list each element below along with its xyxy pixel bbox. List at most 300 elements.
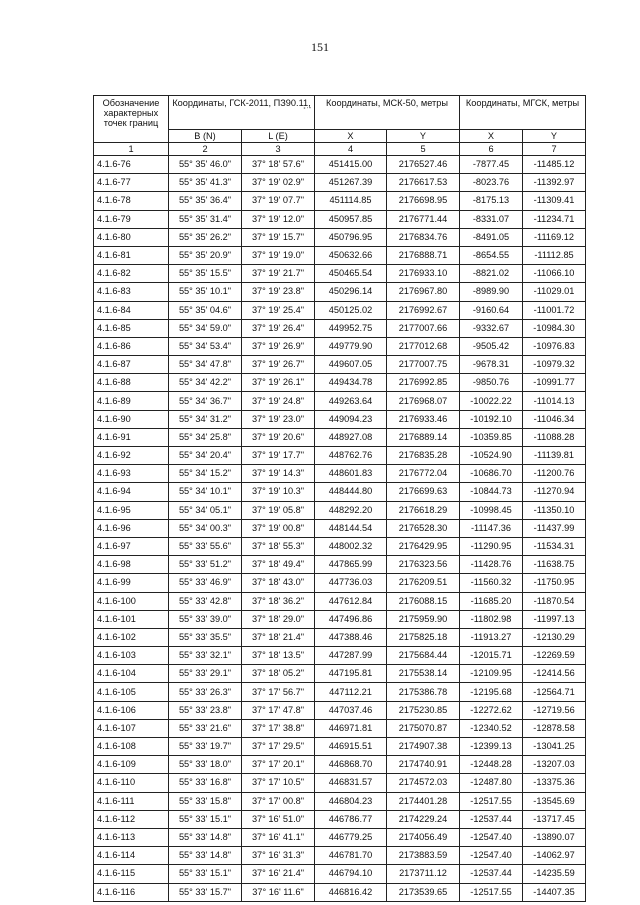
longitude-cell: 37° 18' 13.5" — [242, 647, 315, 665]
point-id-cell: 4.1.6-83 — [94, 283, 169, 301]
longitude-cell: 37° 19' 12.0" — [242, 210, 315, 228]
mgsk-y-cell: -11014.13 — [523, 392, 586, 410]
longitude-cell: 37° 19' 26.7" — [242, 356, 315, 374]
msk-x-cell: 451415.00 — [315, 156, 387, 174]
msk-y-cell: 2176888.71 — [387, 246, 460, 264]
latitude-cell: 55° 34' 42.2" — [169, 374, 242, 392]
msk-x-cell: 449434.78 — [315, 374, 387, 392]
mgsk-x-cell: -12448.28 — [460, 756, 523, 774]
header-gsk-units: ° ' " — [303, 107, 311, 113]
table-row — [94, 465, 586, 483]
table-row — [94, 210, 586, 228]
mgsk-x-cell: -12109.95 — [460, 665, 523, 683]
table-row — [94, 865, 586, 883]
table-row — [94, 774, 586, 792]
mgsk-x-cell: -11428.76 — [460, 556, 523, 574]
mgsk-y-cell: -11392.97 — [523, 174, 586, 192]
longitude-cell: 37° 19' 26.1" — [242, 374, 315, 392]
longitude-cell: 37° 17' 10.5" — [242, 774, 315, 792]
msk-x-cell: 450125.02 — [315, 301, 387, 319]
table-row — [94, 574, 586, 592]
longitude-cell: 37° 17' 00.8" — [242, 792, 315, 810]
table-row — [94, 792, 586, 810]
longitude-cell: 37° 19' 14.3" — [242, 465, 315, 483]
longitude-cell: 37° 16' 11.6" — [242, 883, 315, 901]
mgsk-y-cell: -11088.28 — [523, 428, 586, 446]
header-point-label: Обозначение характерных точек границ — [94, 96, 169, 143]
table-row — [94, 810, 586, 828]
msk-x-cell: 450465.54 — [315, 265, 387, 283]
msk-y-cell: 2175230.85 — [387, 701, 460, 719]
latitude-cell: 55° 34' 47.8" — [169, 356, 242, 374]
msk-y-cell: 2176835.28 — [387, 447, 460, 465]
mgsk-y-cell: -11485.12 — [523, 156, 586, 174]
msk-y-cell: 2176771.44 — [387, 210, 460, 228]
msk-x-cell: 451114.85 — [315, 192, 387, 210]
mgsk-x-cell: -10998.45 — [460, 501, 523, 519]
mgsk-y-cell: -10979.32 — [523, 356, 586, 374]
msk-x-cell: 450796.95 — [315, 228, 387, 246]
msk-y-cell: 2176772.04 — [387, 465, 460, 483]
mgsk-y-cell: -11200.76 — [523, 465, 586, 483]
msk-y-cell: 2174572.03 — [387, 774, 460, 792]
latitude-cell: 55° 34' 31.2" — [169, 410, 242, 428]
latitude-cell: 55° 34' 15.2" — [169, 465, 242, 483]
point-id-cell: 4.1.6-94 — [94, 483, 169, 501]
mgsk-x-cell: -12547.40 — [460, 847, 523, 865]
latitude-cell: 55° 33' 16.8" — [169, 774, 242, 792]
latitude-cell: 55° 34' 00.3" — [169, 519, 242, 537]
mgsk-x-cell: -8491.05 — [460, 228, 523, 246]
point-id-cell: 4.1.6-116 — [94, 883, 169, 901]
longitude-cell: 37° 19' 07.7" — [242, 192, 315, 210]
latitude-cell: 55° 33' 51.2" — [169, 556, 242, 574]
point-id-cell: 4.1.6-113 — [94, 828, 169, 846]
latitude-cell: 55° 33' 18.0" — [169, 756, 242, 774]
mgsk-y-cell: -13207.03 — [523, 756, 586, 774]
point-id-cell: 4.1.6-107 — [94, 719, 169, 737]
header-b: B (N) — [169, 130, 242, 143]
column-number: 2 — [169, 143, 242, 156]
latitude-cell: 55° 33' 35.5" — [169, 628, 242, 646]
longitude-cell: 37° 18' 36.2" — [242, 592, 315, 610]
msk-y-cell: 2175959.90 — [387, 610, 460, 628]
column-number: 5 — [387, 143, 460, 156]
msk-x-cell: 446915.51 — [315, 738, 387, 756]
latitude-cell: 55° 34' 05.1" — [169, 501, 242, 519]
mgsk-x-cell: -11290.95 — [460, 537, 523, 555]
msk-x-cell: 450296.14 — [315, 283, 387, 301]
longitude-cell: 37° 19' 19.0" — [242, 246, 315, 264]
longitude-cell: 37° 19' 23.0" — [242, 410, 315, 428]
table-row — [94, 246, 586, 264]
msk-x-cell: 450632.66 — [315, 246, 387, 264]
mgsk-x-cell: -10022.22 — [460, 392, 523, 410]
mgsk-x-cell: -8331.07 — [460, 210, 523, 228]
point-id-cell: 4.1.6-110 — [94, 774, 169, 792]
point-id-cell: 4.1.6-93 — [94, 465, 169, 483]
latitude-cell: 55° 35' 15.5" — [169, 265, 242, 283]
mgsk-x-cell: -12272.62 — [460, 701, 523, 719]
mgsk-y-cell: -14062.97 — [523, 847, 586, 865]
header-gsk — [169, 96, 315, 130]
mgsk-y-cell: -12414.56 — [523, 665, 586, 683]
mgsk-y-cell: -11750.95 — [523, 574, 586, 592]
table-row — [94, 556, 586, 574]
msk-y-cell: 2173883.59 — [387, 847, 460, 865]
table-row — [94, 374, 586, 392]
mgsk-x-cell: -8821.02 — [460, 265, 523, 283]
longitude-cell: 37° 17' 56.7" — [242, 683, 315, 701]
table-row — [94, 883, 586, 901]
msk-y-cell: 2175825.18 — [387, 628, 460, 646]
mgsk-y-cell: -11234.71 — [523, 210, 586, 228]
point-id-cell: 4.1.6-87 — [94, 356, 169, 374]
point-id-cell: 4.1.6-85 — [94, 319, 169, 337]
msk-y-cell: 2176834.76 — [387, 228, 460, 246]
point-id-cell: 4.1.6-100 — [94, 592, 169, 610]
point-id-cell: 4.1.6-109 — [94, 756, 169, 774]
longitude-cell: 37° 18' 49.4" — [242, 556, 315, 574]
table-row — [94, 665, 586, 683]
longitude-cell: 37° 19' 05.8" — [242, 501, 315, 519]
table-header — [94, 96, 586, 156]
msk-x-cell: 447388.46 — [315, 628, 387, 646]
msk-x-cell: 447112.21 — [315, 683, 387, 701]
table-row — [94, 301, 586, 319]
mgsk-y-cell: -13717.45 — [523, 810, 586, 828]
mgsk-y-cell: -12130.29 — [523, 628, 586, 646]
point-id-cell: 4.1.6-95 — [94, 501, 169, 519]
msk-y-cell: 2176528.30 — [387, 519, 460, 537]
latitude-cell: 55° 33' 23.8" — [169, 701, 242, 719]
msk-x-cell: 449094.23 — [315, 410, 387, 428]
mgsk-x-cell: -12340.52 — [460, 719, 523, 737]
table-row — [94, 192, 586, 210]
msk-x-cell: 449952.75 — [315, 319, 387, 337]
mgsk-x-cell: -12537.44 — [460, 810, 523, 828]
point-id-cell: 4.1.6-76 — [94, 156, 169, 174]
msk-x-cell: 446794.10 — [315, 865, 387, 883]
msk-y-cell: 2176699.63 — [387, 483, 460, 501]
mgsk-x-cell: -7877.45 — [460, 156, 523, 174]
point-id-cell: 4.1.6-106 — [94, 701, 169, 719]
longitude-cell: 37° 19' 17.7" — [242, 447, 315, 465]
mgsk-x-cell: -12537.44 — [460, 865, 523, 883]
mgsk-x-cell: -12195.68 — [460, 683, 523, 701]
msk-x-cell: 447496.86 — [315, 610, 387, 628]
table-row — [94, 610, 586, 628]
mgsk-x-cell: -12399.13 — [460, 738, 523, 756]
table-row — [94, 828, 586, 846]
longitude-cell: 37° 19' 21.7" — [242, 265, 315, 283]
latitude-cell: 55° 33' 14.8" — [169, 828, 242, 846]
mgsk-y-cell: -10984.30 — [523, 319, 586, 337]
table-row — [94, 283, 586, 301]
msk-x-cell: 447736.03 — [315, 574, 387, 592]
table-row — [94, 738, 586, 756]
header-mgsk-y: Y — [523, 130, 586, 143]
mgsk-y-cell: -11046.34 — [523, 410, 586, 428]
longitude-cell: 37° 19' 26.9" — [242, 337, 315, 355]
point-id-cell: 4.1.6-98 — [94, 556, 169, 574]
mgsk-y-cell: -13890.07 — [523, 828, 586, 846]
msk-x-cell: 447612.84 — [315, 592, 387, 610]
point-id-cell: 4.1.6-84 — [94, 301, 169, 319]
msk-y-cell: 2176429.95 — [387, 537, 460, 555]
longitude-cell: 37° 16' 41.1" — [242, 828, 315, 846]
longitude-cell: 37° 18' 05.2" — [242, 665, 315, 683]
mgsk-y-cell: -12269.59 — [523, 647, 586, 665]
msk-y-cell: 2175538.14 — [387, 665, 460, 683]
table-row — [94, 356, 586, 374]
point-id-cell: 4.1.6-105 — [94, 683, 169, 701]
header-msk-x: X — [315, 130, 387, 143]
msk-x-cell: 446816.42 — [315, 883, 387, 901]
msk-x-cell: 448927.08 — [315, 428, 387, 446]
point-id-cell: 4.1.6-80 — [94, 228, 169, 246]
mgsk-x-cell: -9160.64 — [460, 301, 523, 319]
mgsk-x-cell: -9505.42 — [460, 337, 523, 355]
msk-x-cell: 447287.99 — [315, 647, 387, 665]
table-row — [94, 756, 586, 774]
mgsk-y-cell: -11139.81 — [523, 447, 586, 465]
msk-y-cell: 2176527.46 — [387, 156, 460, 174]
msk-x-cell: 447037.46 — [315, 701, 387, 719]
point-id-cell: 4.1.6-96 — [94, 519, 169, 537]
table-row — [94, 319, 586, 337]
point-id-cell: 4.1.6-112 — [94, 810, 169, 828]
header-msk: Координаты, МСК-50, метры — [315, 96, 460, 130]
latitude-cell: 55° 35' 10.1" — [169, 283, 242, 301]
longitude-cell: 37° 19' 10.3" — [242, 483, 315, 501]
mgsk-y-cell: -11350.10 — [523, 501, 586, 519]
msk-x-cell: 446971.81 — [315, 719, 387, 737]
latitude-cell: 55° 33' 21.6" — [169, 719, 242, 737]
mgsk-y-cell: -11001.72 — [523, 301, 586, 319]
table-row — [94, 156, 586, 174]
msk-x-cell: 448762.76 — [315, 447, 387, 465]
msk-x-cell: 451267.39 — [315, 174, 387, 192]
mgsk-x-cell: -10524.90 — [460, 447, 523, 465]
mgsk-y-cell: -11029.01 — [523, 283, 586, 301]
latitude-cell: 55° 33' 39.0" — [169, 610, 242, 628]
longitude-cell: 37° 19' 20.6" — [242, 428, 315, 446]
mgsk-x-cell: -11147.36 — [460, 519, 523, 537]
msk-x-cell: 446868.70 — [315, 756, 387, 774]
longitude-cell: 37° 19' 24.8" — [242, 392, 315, 410]
msk-y-cell: 2176618.29 — [387, 501, 460, 519]
msk-y-cell: 2175386.78 — [387, 683, 460, 701]
msk-y-cell: 2173711.12 — [387, 865, 460, 883]
table-row — [94, 410, 586, 428]
mgsk-x-cell: -8175.13 — [460, 192, 523, 210]
table-row — [94, 174, 586, 192]
longitude-cell: 37° 19' 25.4" — [242, 301, 315, 319]
msk-x-cell: 446831.57 — [315, 774, 387, 792]
point-id-cell: 4.1.6-79 — [94, 210, 169, 228]
longitude-cell: 37° 17' 47.8" — [242, 701, 315, 719]
mgsk-x-cell: -10844.73 — [460, 483, 523, 501]
column-number: 1 — [94, 143, 169, 156]
point-id-cell: 4.1.6-114 — [94, 847, 169, 865]
mgsk-x-cell: -12547.40 — [460, 828, 523, 846]
mgsk-y-cell: -12719.56 — [523, 701, 586, 719]
table-row — [94, 647, 586, 665]
msk-x-cell: 446779.25 — [315, 828, 387, 846]
point-id-cell: 4.1.6-115 — [94, 865, 169, 883]
table-row — [94, 628, 586, 646]
latitude-cell: 55° 34' 20.4" — [169, 447, 242, 465]
msk-y-cell: 2176617.53 — [387, 174, 460, 192]
table-row — [94, 428, 586, 446]
mgsk-y-cell: -11169.12 — [523, 228, 586, 246]
msk-x-cell: 446804.23 — [315, 792, 387, 810]
point-id-cell: 4.1.6-78 — [94, 192, 169, 210]
mgsk-x-cell: -8023.76 — [460, 174, 523, 192]
mgsk-x-cell: -8989.90 — [460, 283, 523, 301]
point-id-cell: 4.1.6-101 — [94, 610, 169, 628]
msk-y-cell: 2173539.65 — [387, 883, 460, 901]
mgsk-x-cell: -12517.55 — [460, 883, 523, 901]
msk-x-cell: 448444.80 — [315, 483, 387, 501]
longitude-cell: 37° 17' 29.5" — [242, 738, 315, 756]
msk-y-cell: 2176992.67 — [387, 301, 460, 319]
table-row — [94, 519, 586, 537]
longitude-cell: 37° 17' 38.8" — [242, 719, 315, 737]
msk-x-cell: 449263.64 — [315, 392, 387, 410]
table-row — [94, 392, 586, 410]
latitude-cell: 55° 33' 46.9" — [169, 574, 242, 592]
msk-x-cell: 448601.83 — [315, 465, 387, 483]
table-row — [94, 265, 586, 283]
point-id-cell: 4.1.6-90 — [94, 410, 169, 428]
mgsk-y-cell: -12564.71 — [523, 683, 586, 701]
msk-y-cell: 2177012.68 — [387, 337, 460, 355]
longitude-cell: 37° 18' 21.4" — [242, 628, 315, 646]
msk-y-cell: 2176088.15 — [387, 592, 460, 610]
point-id-cell: 4.1.6-82 — [94, 265, 169, 283]
column-number: 3 — [242, 143, 315, 156]
point-id-cell: 4.1.6-111 — [94, 792, 169, 810]
msk-y-cell: 2174740.91 — [387, 756, 460, 774]
msk-y-cell: 2175684.44 — [387, 647, 460, 665]
mgsk-y-cell: -11997.13 — [523, 610, 586, 628]
longitude-cell: 37° 18' 29.0" — [242, 610, 315, 628]
point-id-cell: 4.1.6-86 — [94, 337, 169, 355]
latitude-cell: 55° 34' 53.4" — [169, 337, 242, 355]
mgsk-x-cell: -11913.27 — [460, 628, 523, 646]
table-row — [94, 592, 586, 610]
msk-x-cell: 450957.85 — [315, 210, 387, 228]
latitude-cell: 55° 33' 15.1" — [169, 865, 242, 883]
msk-x-cell: 446786.77 — [315, 810, 387, 828]
table-row — [94, 683, 586, 701]
point-id-cell: 4.1.6-102 — [94, 628, 169, 646]
point-id-cell: 4.1.6-81 — [94, 246, 169, 264]
msk-y-cell: 2175070.87 — [387, 719, 460, 737]
latitude-cell: 55° 33' 55.6" — [169, 537, 242, 555]
latitude-cell: 55° 34' 36.7" — [169, 392, 242, 410]
mgsk-y-cell: -14407.35 — [523, 883, 586, 901]
coordinates-table — [93, 95, 586, 902]
point-id-cell: 4.1.6-103 — [94, 647, 169, 665]
table-row — [94, 719, 586, 737]
point-id-cell: 4.1.6-77 — [94, 174, 169, 192]
msk-y-cell: 2176209.51 — [387, 574, 460, 592]
header-l: L (E) — [242, 130, 315, 143]
mgsk-y-cell: -11534.31 — [523, 537, 586, 555]
mgsk-y-cell: -11437.99 — [523, 519, 586, 537]
msk-y-cell: 2176889.14 — [387, 428, 460, 446]
msk-y-cell: 2177007.66 — [387, 319, 460, 337]
page-number: 151 — [311, 40, 329, 54]
latitude-cell: 55° 34' 25.8" — [169, 428, 242, 446]
column-number: 7 — [523, 143, 586, 156]
msk-y-cell: 2176967.80 — [387, 283, 460, 301]
point-id-cell: 4.1.6-99 — [94, 574, 169, 592]
header-mgsk-x: X — [460, 130, 523, 143]
mgsk-y-cell: -12878.58 — [523, 719, 586, 737]
latitude-cell: 55° 34' 59.0" — [169, 319, 242, 337]
msk-y-cell: 2174401.28 — [387, 792, 460, 810]
table-row — [94, 228, 586, 246]
latitude-cell: 55° 33' 26.3" — [169, 683, 242, 701]
mgsk-x-cell: -10192.10 — [460, 410, 523, 428]
msk-y-cell: 2176992.85 — [387, 374, 460, 392]
latitude-cell: 55° 35' 41.3" — [169, 174, 242, 192]
msk-y-cell: 2176698.95 — [387, 192, 460, 210]
longitude-cell: 37° 18' 55.3" — [242, 537, 315, 555]
point-id-cell: 4.1.6-89 — [94, 392, 169, 410]
latitude-cell: 55° 35' 20.9" — [169, 246, 242, 264]
point-id-cell: 4.1.6-92 — [94, 447, 169, 465]
mgsk-x-cell: -9332.67 — [460, 319, 523, 337]
longitude-cell: 37° 19' 26.4" — [242, 319, 315, 337]
longitude-cell: 37° 19' 23.8" — [242, 283, 315, 301]
point-id-cell: 4.1.6-91 — [94, 428, 169, 446]
latitude-cell: 55° 35' 26.2" — [169, 228, 242, 246]
longitude-cell: 37° 16' 21.4" — [242, 865, 315, 883]
mgsk-y-cell: -11112.85 — [523, 246, 586, 264]
msk-y-cell: 2176323.56 — [387, 556, 460, 574]
mgsk-y-cell: -11270.94 — [523, 483, 586, 501]
msk-y-cell: 2176933.46 — [387, 410, 460, 428]
latitude-cell: 55° 35' 31.4" — [169, 210, 242, 228]
header-gsk-label: Координаты, ГСК-2011, ПЗ90.11, — [172, 98, 311, 108]
msk-x-cell: 449779.90 — [315, 337, 387, 355]
mgsk-x-cell: -9678.31 — [460, 356, 523, 374]
msk-y-cell: 2176933.10 — [387, 265, 460, 283]
msk-x-cell: 446781.70 — [315, 847, 387, 865]
longitude-cell: 37° 18' 57.6" — [242, 156, 315, 174]
mgsk-x-cell: -10359.85 — [460, 428, 523, 446]
msk-x-cell: 449607.05 — [315, 356, 387, 374]
msk-x-cell: 448144.54 — [315, 519, 387, 537]
point-id-cell: 4.1.6-108 — [94, 738, 169, 756]
latitude-cell: 55° 33' 19.7" — [169, 738, 242, 756]
msk-y-cell: 2177007.75 — [387, 356, 460, 374]
table-row — [94, 483, 586, 501]
table-row — [94, 501, 586, 519]
msk-x-cell: 447865.99 — [315, 556, 387, 574]
point-id-cell: 4.1.6-88 — [94, 374, 169, 392]
mgsk-y-cell: -10976.83 — [523, 337, 586, 355]
header-mgsk: Координаты, МГСК, метры — [460, 96, 586, 130]
column-number: 6 — [460, 143, 523, 156]
latitude-cell: 55° 33' 42.8" — [169, 592, 242, 610]
mgsk-x-cell: -8654.55 — [460, 246, 523, 264]
